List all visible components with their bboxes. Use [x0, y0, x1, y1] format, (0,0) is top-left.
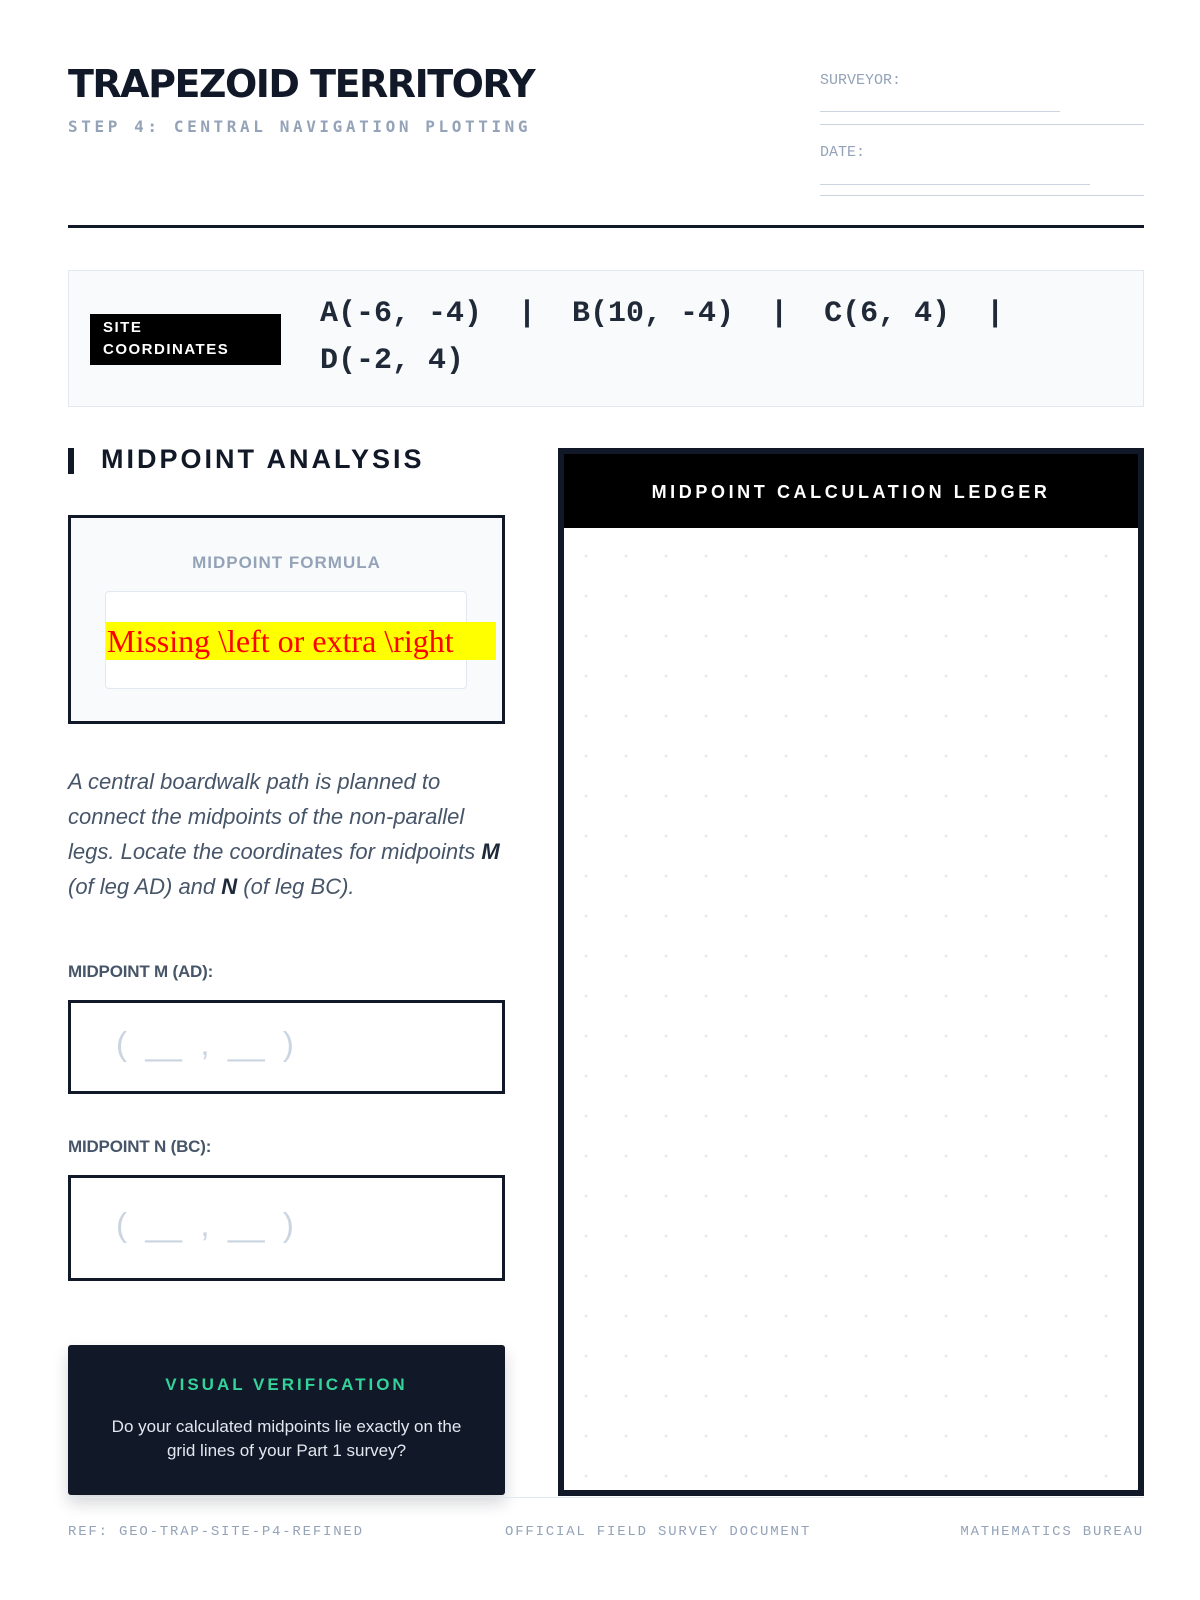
footer-divider: [68, 1497, 1144, 1498]
ledger-header: [564, 454, 1138, 528]
midpoint-analysis-heading: MIDPOINT ANALYSIS: [101, 444, 425, 474]
midpoint-m-placeholder: ( __ , __ ): [116, 1025, 294, 1062]
surveyor-underline: [820, 124, 1144, 125]
point-n-label: N: [221, 874, 238, 899]
problem-description: [68, 764, 513, 904]
midpoint-formula-label: MIDPOINT FORMULA: [192, 553, 381, 572]
site-coordinates-text: A(-6, -4) | B(10, -4) | C(6, 4) | D(-2, 4): [320, 297, 1041, 378]
ledger-title: MIDPOINT CALCULATION LEDGER: [651, 482, 1051, 502]
visual-verification-text: Do your calculated midpoints lie exactly on the grid lines of your Part 1 survey?: [111, 1417, 462, 1460]
midpoint-n-label: MIDPOINT N (BC):: [68, 1137, 212, 1156]
formula-render-error: Missing \left or extra \right: [106, 622, 496, 660]
surveyor-name-line[interactable]: [820, 111, 1060, 112]
surveyor-label: SURVEYOR:: [820, 72, 902, 89]
date-underline: [820, 195, 1144, 196]
footer-reference: REF: GEO-TRAP-SITE-P4-REFINED: [68, 1524, 364, 1540]
date-line[interactable]: [820, 184, 1090, 185]
calculation-ledger[interactable]: [558, 448, 1144, 1496]
site-coordinates-panel: [68, 270, 1144, 407]
midpoint-formula-card: [68, 515, 505, 724]
midpoint-m-answer-box[interactable]: [68, 1000, 505, 1094]
midpoint-m-label: MIDPOINT M (AD):: [68, 962, 214, 981]
header-divider: [68, 225, 1144, 228]
midpoint-n-placeholder: ( __ , __ ): [116, 1206, 294, 1243]
page-title: TRAPEZOID TERRITORY: [68, 62, 535, 106]
footer-bureau: MATHEMATICS BUREAU: [960, 1524, 1144, 1540]
visual-verification-title: VISUAL VERIFICATION: [165, 1375, 408, 1394]
date-label: DATE:: [820, 144, 866, 161]
description-text: (of leg BC).: [237, 874, 355, 899]
section-marker: [68, 448, 74, 474]
visual-verification-card: [68, 1345, 505, 1495]
midpoint-n-answer-box[interactable]: [68, 1175, 505, 1281]
point-m-label: M: [481, 839, 500, 864]
page-subtitle: STEP 4: CENTRAL NAVIGATION PLOTTING: [68, 117, 532, 136]
footer-document-type: OFFICIAL FIELD SURVEY DOCUMENT: [505, 1524, 812, 1540]
description-text: (of leg AD) and: [68, 874, 222, 899]
description-text: A central boardwalk path is planned to connect the midpoints of the non-parallel legs. Locate the coordinates for midpoints: [68, 769, 482, 864]
site-coordinates-tag: SITE COORDINATES: [90, 314, 281, 365]
